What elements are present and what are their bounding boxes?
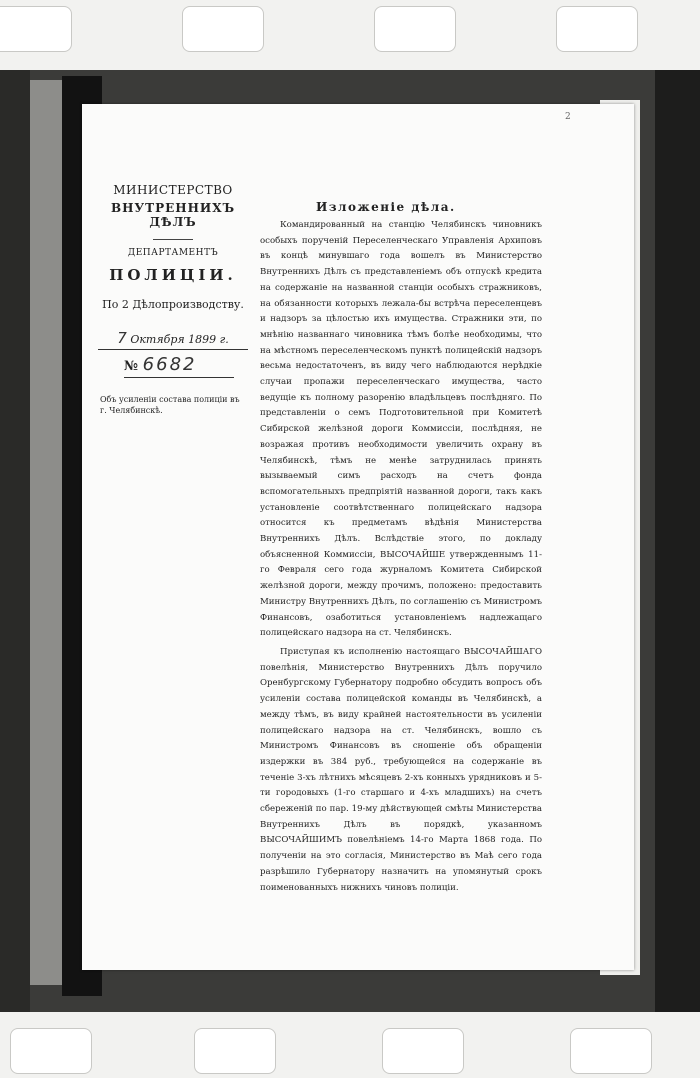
- handwritten-number: 6682: [142, 354, 197, 375]
- film-perforation: [556, 6, 638, 52]
- frame-edge-right: [655, 70, 700, 1012]
- film-perforation: [0, 6, 72, 52]
- police-heading: ПОЛИЦІИ.: [109, 266, 237, 284]
- ministry-name: МИНИСТЕРСТВО: [113, 183, 233, 197]
- number-underline: [124, 377, 234, 378]
- body-title: Изложеніе дѣла.: [316, 200, 456, 214]
- film-perforation: [194, 1028, 276, 1074]
- film-strip-bottom: [0, 1012, 700, 1078]
- film-perforation: [374, 6, 456, 52]
- body-text: [260, 218, 542, 899]
- film-perforation: [10, 1028, 92, 1074]
- document-number: [98, 354, 248, 375]
- body-paragraph-2: Приступая къ исполненію настоящаго ВЫСОЧАЙШАГО повелѣнія, Министерство Внутреннихъ Дѣлъ поручило Оренбургскому Губернатору подробно обсудить вопросъ объ усиленіи состава полицейской команды въ Челябинскѣ, а между тѣмъ, въ виду крайней настоятельности въ усиленіи полицейскаго надзора на ст. Челябинскъ, вошло съ Министромъ Финансовъ въ сношеніе объ обращеніи издержки въ 384 руб., требующейся на содержаніе въ теченіе 3-хъ лѣтнихъ мѣсяцевъ 2-хъ конныхъ урядниковъ и 5-ти городовыхъ (1-го старшаго и 4-хъ младшихъ) на счетъ сбереженій по пар. 19-му дѣйствующей смѣты Министерства Внутреннихъ Дѣлъ въ порядкѣ, указанномъ ВЫСОЧАЙШИМЪ повелѣніемъ 14-го Марта 1868 года. По полученіи на это согласія, Министерство въ Маѣ сего года разрѣшило Губернатору назначить на упомянутый срокъ поименованныхъ нижнихъ чиновъ полиціи.: [260, 646, 542, 893]
- department-label: ДЕПАРТАМЕНТЪ: [127, 248, 219, 258]
- film-perforation: [182, 6, 264, 52]
- document-subject: Объ усиленіи состава полиціи въ г. Челябинскѣ.: [100, 395, 240, 415]
- office-label: По 2 Дѣлопроизводству.: [102, 298, 244, 311]
- page-mark: 2: [565, 112, 571, 122]
- film-perforation: [382, 1028, 464, 1074]
- letterhead: [98, 183, 248, 416]
- number-label: №: [124, 359, 139, 374]
- frame-edge-left: [0, 70, 30, 1012]
- printed-date: Октября 1899 г.: [130, 333, 229, 346]
- document-date: [98, 329, 248, 350]
- film-strip-top: [0, 0, 700, 70]
- film-perforation: [570, 1028, 652, 1074]
- handwritten-day: 7: [117, 329, 127, 347]
- body-paragraph-1: Командированный на станцію Челябинскъ чиновникъ особыхъ порученій Переселенческаго Управленія Архиповъ въ концѣ минувшаго года вошелъ въ Министерство Внутреннихъ Дѣлъ съ представленіемъ объ отпускѣ кредита на содержаніе на названной станціи особыхъ стражниковъ, на обязанности которыхъ лежала-бы встрѣча переселенцевъ и надзоръ за цѣлостью ихъ имущества. Стражники эти, по мнѣнію названнаго чиновника тѣмъ болѣе необходимы, что на мѣстномъ переселенческомъ пунктѣ полицейскій надзоръ весьма недостаточенъ, въ виду чего наблюдаются нерѣдкіе случаи пропажи переселенческаго имущества, часто ведущіе къ полному разоренію владѣльцевъ послѣдняго. По представленіи о семъ Подготовительной при Комитетѣ Сибирской желѣзной дороги Коммиссіи, послѣдняя, не возражая противъ необходимости увеличить охрану въ Челябинскѣ, тѣмъ не менѣе затруднилась принять вызываемый симъ расходъ на счетъ фонда вспомогательныхъ предпріятій названной дороги, такъ какъ установленіе соотвѣтственнаго полицейскаго надзора относится къ предметамъ вѣдѣнія Министерства Внутреннихъ Дѣлъ. Вслѣдствіе этого, по докладу объясненной Коммиссіи, ВЫСОЧАЙШЕ утвержденнымъ 11-го Февраля сего года журналомъ Комитета Сибирской желѣзной дороги, между прочимъ, положено: предоставить Министру Внутреннихъ Дѣлъ, по соглашенію съ Министромъ Финансовъ, озаботиться установленіемъ надлежащаго полицейскаго надзора на ст. Челябинскъ.: [260, 220, 542, 639]
- divider: [153, 239, 193, 240]
- ministry-subtitle: ВНУТРЕННИХЪ ДѢЛЪ: [110, 201, 236, 229]
